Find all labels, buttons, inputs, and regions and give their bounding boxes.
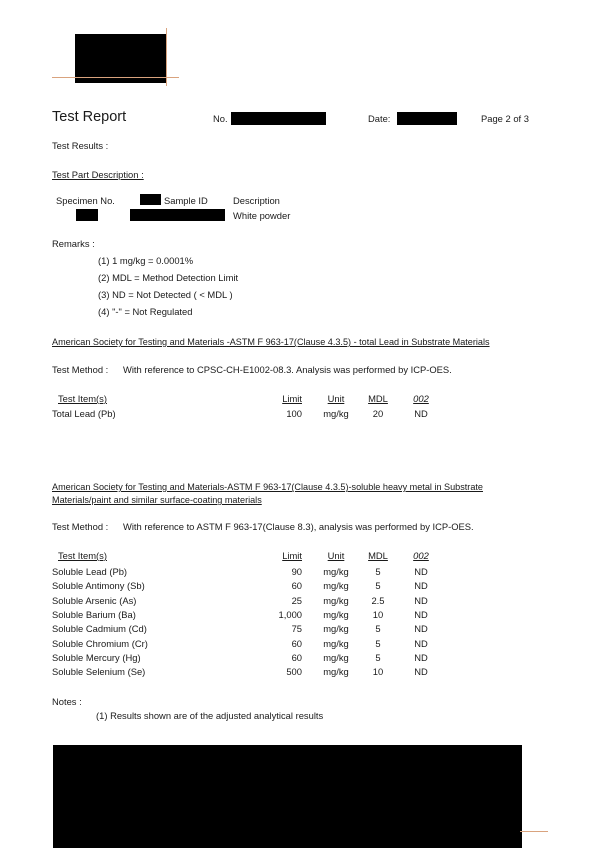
report-date-redaction (397, 112, 457, 125)
table-row-result: ND (414, 580, 428, 591)
table-row-mdl: 20 (372, 408, 384, 419)
section2-col-item: Test Item(s) (58, 550, 107, 561)
table-row-mdl: 5 (375, 580, 381, 591)
table-row-unit: mg/kg (323, 623, 349, 634)
logo-rule-vertical (166, 28, 167, 86)
section2-heading-line2: Materials/paint and similar surface-coating materials (52, 495, 262, 505)
table-row-unit: mg/kg (323, 609, 349, 620)
table-row-mdl: 2.5 (371, 595, 385, 606)
table-row-mdl: 10 (372, 666, 384, 677)
table-row-limit: 60 (291, 580, 302, 591)
section2-heading-line1: American Society for Testing and Materials-ASTM F 963-17(Clause 4.3.5)-soluble heavy metal in Substrate (52, 482, 483, 492)
table-row-unit: mg/kg (323, 408, 349, 419)
table-row-unit: mg/kg (323, 566, 349, 577)
section2-col-002: 002 (413, 550, 429, 561)
specimen-no-header: Specimen No. (56, 195, 115, 206)
table-row-mdl: 5 (375, 638, 381, 649)
table-row-mdl: 5 (375, 623, 381, 634)
table-row-item: Soluble Chromium (Cr) (52, 638, 148, 649)
report-number-redaction (231, 112, 326, 125)
table-row-unit: mg/kg (323, 652, 349, 663)
sample-id-header-redaction (140, 194, 161, 205)
logo-redaction (75, 34, 166, 83)
footer-rule (520, 831, 548, 832)
table-row-result: ND (414, 566, 428, 577)
report-date-label: Date: (368, 113, 391, 124)
table-row-mdl: 10 (372, 609, 384, 620)
table-row-item: Soluble Lead (Pb) (52, 566, 128, 577)
table-row-item: Soluble Arsenic (As) (52, 595, 137, 606)
table-row-mdl: 5 (375, 652, 381, 663)
report-title: Test Report (52, 109, 127, 125)
table-row-mdl: 5 (375, 566, 381, 577)
table-row-result: ND (414, 609, 428, 620)
table-row-result: ND (414, 623, 428, 634)
table-row-limit: 100 (286, 408, 302, 419)
section2-col-limit: Limit (282, 550, 302, 561)
test-results-label: Test Results : (52, 140, 109, 151)
report-number-label: No. (213, 113, 228, 124)
description-header: Description (233, 195, 280, 206)
table-row-limit: 90 (291, 566, 302, 577)
description-value: White powder (233, 210, 291, 221)
table-row-limit: 25 (291, 595, 302, 606)
section1-method-label: Test Method : (52, 364, 109, 375)
table-row-unit: mg/kg (323, 595, 349, 606)
table-row-limit: 60 (291, 652, 302, 663)
section1-col-item: Test Item(s) (58, 393, 107, 404)
sample-id-redaction (130, 209, 225, 221)
remark-item: (2) MDL = Method Detection Limit (98, 272, 239, 283)
table-row-item: Soluble Antimony (Sb) (52, 580, 145, 591)
table-row-item: Soluble Mercury (Hg) (52, 652, 141, 663)
section1-col-limit: Limit (282, 393, 302, 404)
table-row-unit: mg/kg (323, 666, 349, 677)
notes-label: Notes : (52, 696, 82, 707)
page-indicator: Page 2 of 3 (481, 113, 529, 124)
table-row-item: Soluble Barium (Ba) (52, 609, 136, 620)
table-row-item: Total Lead (Pb) (52, 408, 116, 419)
logo-rule-horizontal (52, 77, 179, 78)
table-row-item: Soluble Cadmium (Cd) (52, 623, 147, 634)
table-row-unit: mg/kg (323, 638, 349, 649)
table-row-unit: mg/kg (323, 580, 349, 591)
sample-id-header: Sample ID (164, 195, 208, 206)
footer-redaction (53, 745, 522, 848)
section1-col-002: 002 (413, 393, 429, 404)
section1-col-unit: Unit (327, 393, 345, 404)
part-description-label: Test Part Description : (52, 169, 144, 180)
table-row-result: ND (414, 652, 428, 663)
table-row-limit: 60 (291, 638, 302, 649)
table-row-limit: 75 (291, 623, 302, 634)
table-row-result: ND (414, 595, 428, 606)
table-row-limit: 1,000 (278, 609, 302, 620)
table-row-result: ND (414, 638, 428, 649)
section2-method-label: Test Method : (52, 521, 109, 532)
table-row-result: ND (414, 408, 428, 419)
specimen-no-redaction (76, 209, 98, 221)
table-row-item: Soluble Selenium (Se) (52, 666, 146, 677)
remarks-label: Remarks : (52, 238, 95, 249)
section1-method-text: With reference to CPSC-CH-E1002-08.3. Analysis was performed by ICP-OES. (123, 364, 452, 375)
remark-item: (4) "-" = Not Regulated (98, 306, 193, 317)
table-row-limit: 500 (286, 666, 302, 677)
section2-col-unit: Unit (327, 550, 345, 561)
remark-item: (1) 1 mg/kg = 0.0001% (98, 255, 194, 266)
table-row-result: ND (414, 666, 428, 677)
note-item: (1) Results shown are of the adjusted analytical results (96, 710, 324, 721)
section2-col-mdl: MDL (368, 550, 388, 561)
section1-col-mdl: MDL (368, 393, 388, 404)
remark-item: (3) ND = Not Detected ( < MDL ) (98, 289, 233, 300)
section2-method-text: With reference to ASTM F 963-17(Clause 8.3), analysis was performed by ICP-OES. (123, 521, 474, 532)
section1-heading: American Society for Testing and Materials -ASTM F 963-17(Clause 4.3.5) - total Lead in Substrate Materials (52, 337, 490, 347)
